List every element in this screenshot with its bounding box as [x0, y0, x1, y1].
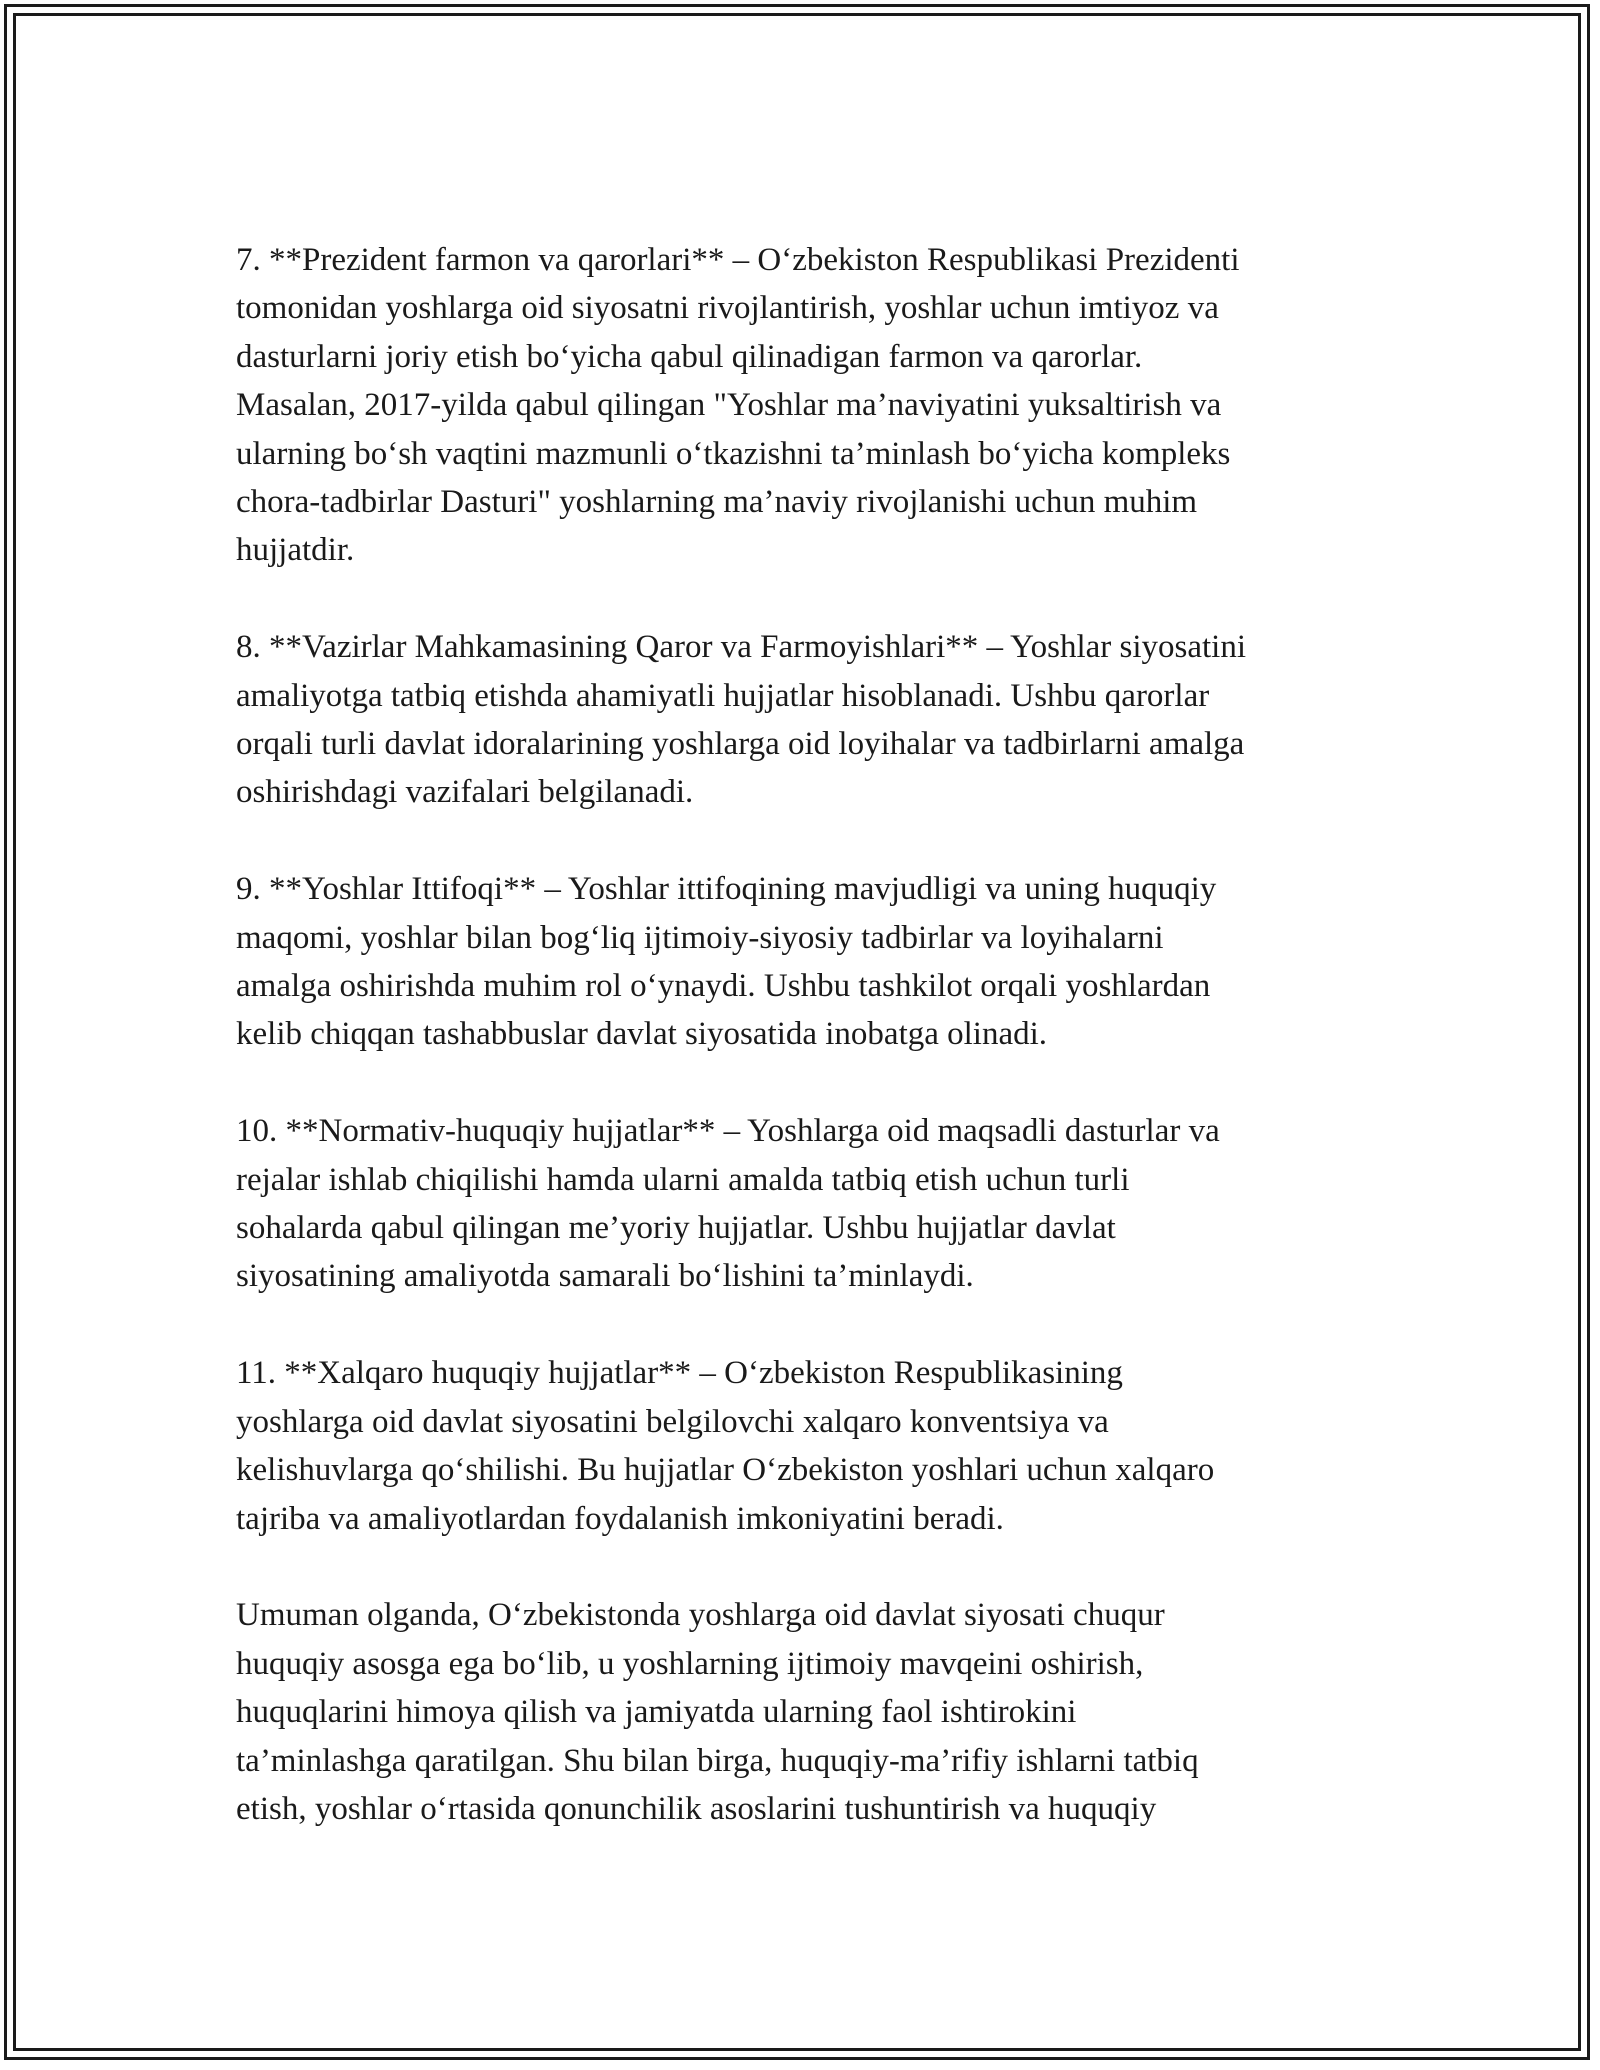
- paragraph-item-8: 8. **Vazirlar Mahkamasining Qaror va Farmoyishlari** – Yoshlar siyosatini amaliyotga tatbiq etishda ahamiyatli hujjatlar hisoblanadi. Ushbu qarorlar orqali turli davlat idoralarining yoshlarga oid loyihalar va tadbirlarni amalga oshirishdagi vazifalari belgilanadi.: [236, 629, 1247, 811]
- document-body: [236, 236, 1396, 1882]
- paragraph-conclusion: Umuman olganda, O‘zbekistonda yoshlarga oid davlat siyosati chuqur huquqiy asosga ega bo‘lib, u yoshlarning ijtimoiy mavqeini oshirish, huquqlarini himoya qilish va jamiyatda ularning faol ishtirokini ta’minlashga qaratilgan. Shu bilan birga, huquqiy-ma’rifiy ishlarni tatbiq etish, yoshlar o‘rtasida qonunchilik asoslarini tushuntirish va huquqiy: [236, 1597, 1199, 1827]
- paragraph-item-9: 9. **Yoshlar Ittifoqi** – Yoshlar ittifoqining mavjudligi va uning huquqiy maqomi, yoshlar bilan bog‘liq ijtimoiy-siyosiy tadbirlar va loyihalarni amalga oshirishda muhim rol o‘ynaydi. Ushbu tashkilot orqali yoshlardan kelib chiqqan tashabbuslar davlat siyosatida inobatga olinadi.: [236, 871, 1217, 1053]
- paragraph-item-10: 10. **Normativ-huquqiy hujjatlar** – Yoshlarga oid maqsadli dasturlar va rejalar ishlab chiqilishi hamda ularni amalda tatbiq etish uchun turli sohalarda qabul qilingan me’yoriy hujjatlar. Ushbu hujjatlar davlat siyosatining amaliyotda samarali bo‘lishini ta’minlaydi.: [236, 1113, 1220, 1295]
- paragraph-item-11: 11. **Xalqaro huquqiy hujjatlar** – O‘zbekiston Respublikasining yoshlarga oid davlat siyosatini belgilovchi xalqaro konventsiya va kelishuvlarga qo‘shilishi. Bu hujjatlar O‘zbekiston yoshlari uchun xalqaro tajriba va amaliyotlardan foydalanish imkoniyatini beradi.: [236, 1355, 1215, 1537]
- paragraph-item-7: 7. **Prezident farmon va qarorlari** – O‘zbekiston Respublikasi Prezidenti tomonidan yoshlarga oid siyosatni rivojlantirish, yoshlar uchun imtiyoz va dasturlarni joriy etish bo‘yicha qabul qilinadigan farmon va qarorlar. Masalan, 2017-yilda qabul qilingan "Yoshlar ma’naviyatini yuksaltirish va ularning bo‘sh vaqtini mazmunli o‘tkazishni ta’minlash bo‘yicha kompleks chora-tadbirlar Dasturi" yoshlarning ma’naviy rivojlanishi uchun muhim hujjatdir.: [236, 242, 1240, 569]
